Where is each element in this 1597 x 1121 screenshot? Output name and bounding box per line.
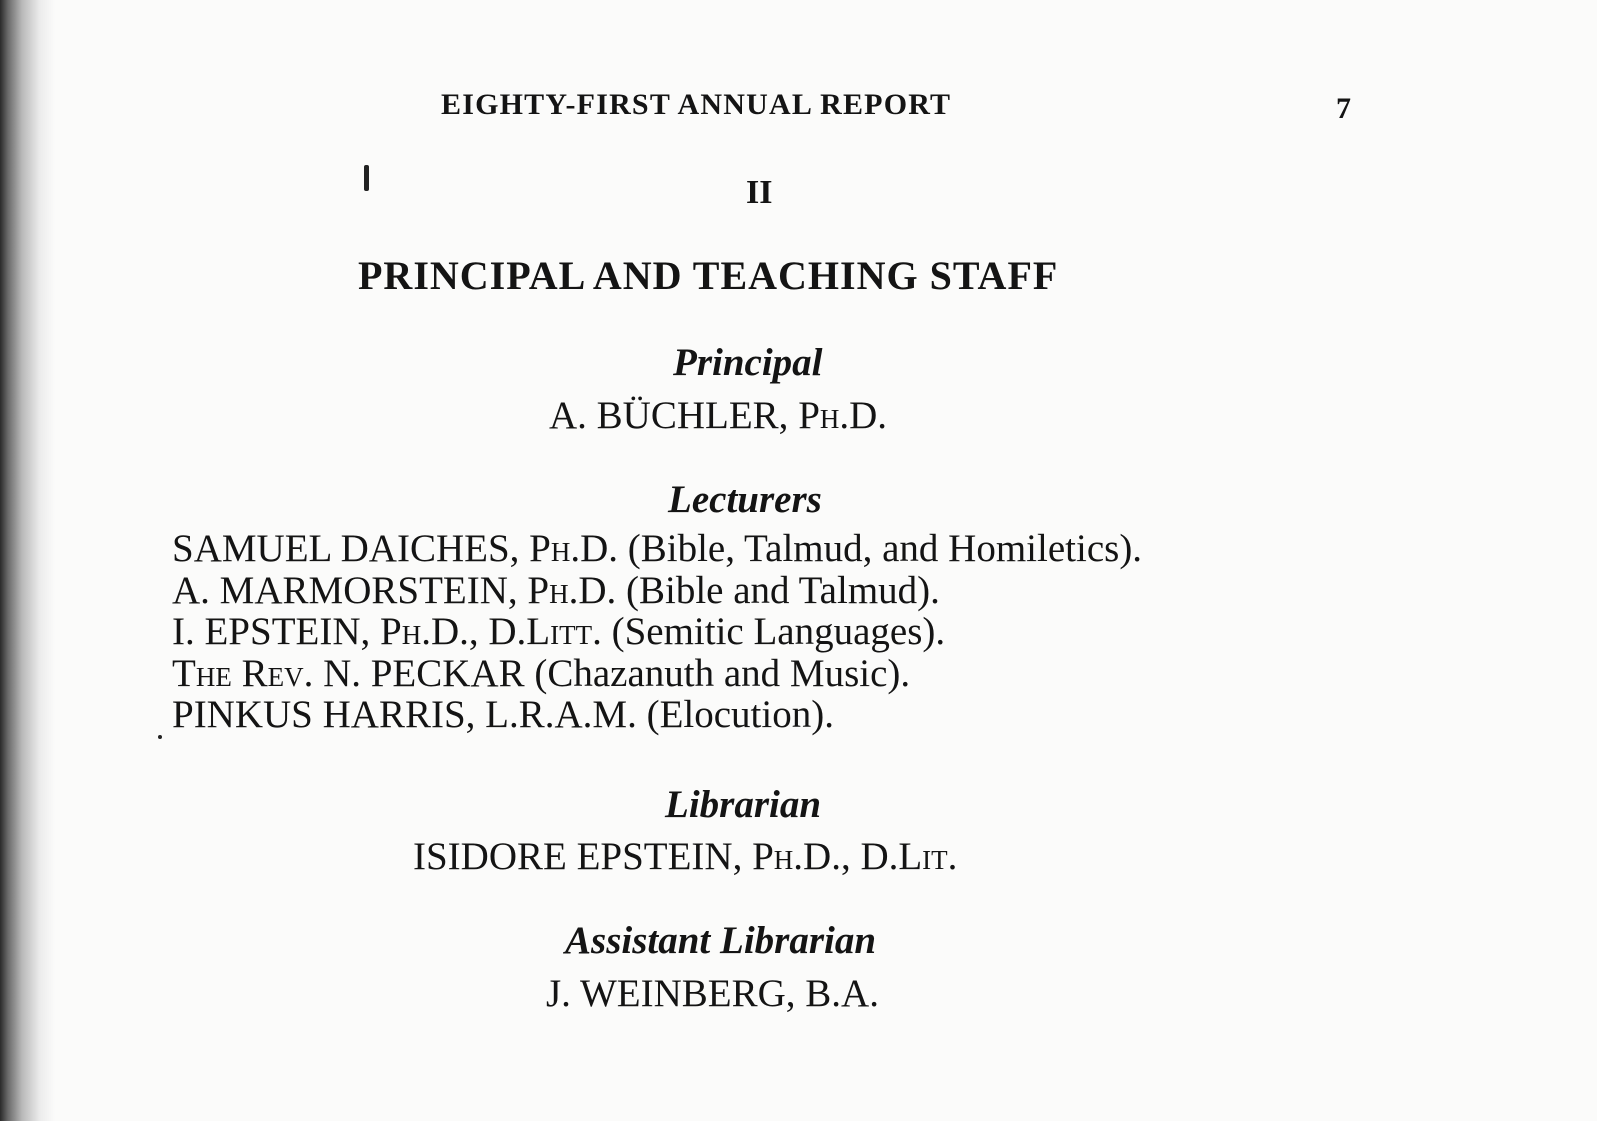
librarian-name xyxy=(413,834,957,879)
page-binding-shadow xyxy=(0,0,55,1121)
lecturer-credentials: Ph.D., D.Litt. xyxy=(380,610,602,653)
ink-speck xyxy=(158,735,162,739)
lecturer-subject: (Bible and Talmud). xyxy=(616,568,940,612)
lecturer-credentials: The Rev. xyxy=(172,651,314,695)
lecturer-subject: (Elocution). xyxy=(636,693,834,736)
principal-degree: Ph.D. xyxy=(798,394,888,437)
section-number: II xyxy=(746,174,773,211)
lecturers-heading: Lecturers xyxy=(668,478,822,521)
librarian-degree: Ph.D., D.Lit. xyxy=(752,835,958,878)
lecturer-name: I. EPSTEIN, xyxy=(172,610,380,653)
lecturer-entry xyxy=(172,570,1142,612)
lecturer-credentials: Ph.D. xyxy=(527,568,617,612)
principal-heading: Principal xyxy=(673,341,823,384)
lecturers-list xyxy=(172,528,1142,736)
page-number: 7 xyxy=(1336,92,1351,125)
section-title: PRINCIPAL AND TEACHING STAFF xyxy=(358,253,1059,298)
lecturer-subject: N. PECKAR (Chazanuth and Music). xyxy=(313,651,911,695)
lecturer-name: PINKUS HARRIS, xyxy=(172,693,486,736)
lecturer-entry xyxy=(172,528,1142,570)
lecturer-name: SAMUEL DAICHES, xyxy=(172,527,530,570)
lecturer-credentials: Ph.D. xyxy=(529,527,619,570)
lecturer-credentials: L.R.A.M. xyxy=(485,693,637,736)
running-head: EIGHTY-FIRST ANNUAL REPORT xyxy=(441,88,952,121)
librarian-name-text: ISIDORE EPSTEIN, xyxy=(413,835,753,878)
assistant-librarian-heading: Assistant Librarian xyxy=(565,919,877,962)
principal-name-text: A. BÜCHLER, xyxy=(549,394,799,437)
lecturer-entry xyxy=(172,653,1142,695)
lecturer-subject: (Bible, Talmud, and Homiletics). xyxy=(618,527,1143,570)
ink-mark xyxy=(364,165,369,191)
lecturer-subject: (Semitic Languages). xyxy=(601,610,946,653)
lecturer-entry xyxy=(172,611,1142,653)
assistant-librarian-name: J. WEINBERG, B.A. xyxy=(546,972,879,1015)
principal-name xyxy=(549,393,887,438)
lecturer-name: A. MARMORSTEIN, xyxy=(172,568,528,612)
lecturer-entry xyxy=(172,694,1142,736)
librarian-heading: Librarian xyxy=(665,783,822,826)
